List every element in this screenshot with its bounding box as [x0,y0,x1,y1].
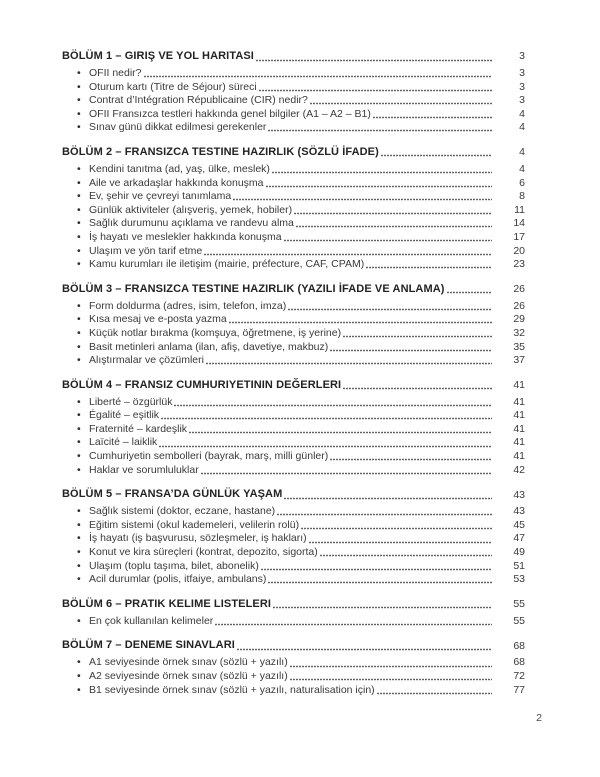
toc-item-label: Basit metinleri anlama (ilan, afiş, davetiye, makbuz) [89,340,329,353]
toc-page-number: 4 [519,107,525,120]
toc-item-row[interactable] [62,436,525,450]
toc-page-number: 14 [513,217,525,230]
bullet-icon: • [77,559,81,572]
toc-item-row[interactable] [62,313,525,327]
bullet-icon: • [77,244,81,257]
toc-item-label: Kamu kurumları ile iletişim (mairie, préfecture, CAF, CPAM) [89,258,365,271]
dotted-leader [284,497,492,500]
dotted-leader [288,308,492,311]
bullet-icon: • [77,230,81,243]
toc-item-label: Kendini tanıtma (ad, yaş, ülke, meslek) [89,162,270,175]
dotted-leader [201,472,492,475]
toc-page-number: 26 [513,283,525,296]
toc-section-title: BÖLÜM 1 – GIRIŞ VE YOL HARITASI [62,50,254,62]
toc-item-label: Ulaşım ve yön tarif etme [89,244,203,257]
toc-page-number: 3 [519,94,525,107]
toc-section-title-row[interactable] [62,597,525,612]
dotted-leader [189,431,492,434]
toc-page-number: 3 [519,50,525,63]
toc-item-row[interactable] [62,396,525,410]
toc-section-title: BÖLÜM 3 – FRANSIZCA TESTINE HAZIRLIK (YAZILI İFADE VE ANLAMA) [62,282,445,295]
bullet-icon: • [77,67,81,79]
dotted-leader [373,116,492,119]
toc-item-row[interactable] [62,573,525,587]
bullet-icon: • [77,94,81,107]
toc-page-number: 55 [513,598,525,611]
toc-item-row[interactable] [62,354,525,368]
toc-item-row[interactable] [62,163,525,177]
bullet-icon: • [77,436,81,449]
toc-item-label: Cumhuriyetin sembolleri (bayrak, marş, milli günler) [89,450,329,463]
toc-page-number: 43 [513,488,525,501]
toc-item-row[interactable] [62,423,525,437]
toc-section-title: BÖLÜM 4 – FRANSIZ CUMHURIYETININ DEĞERLERI [62,378,342,391]
dotted-leader [310,102,492,105]
dotted-leader [268,581,492,584]
bullet-icon: • [77,190,81,203]
toc-item-row[interactable] [62,108,525,122]
toc-page-number: 68 [513,656,525,669]
dotted-leader [233,198,492,201]
toc-item-row[interactable] [62,81,525,95]
toc-section [62,597,525,629]
toc-item-label: Ulaşım (toplu taşıma, bilet, abonelik) [89,559,259,572]
dotted-leader [237,648,492,651]
dotted-leader [296,225,492,228]
toc-item-label: İş hayatı (iş başvurusu, sözleşmeler, iş hakları) [89,532,307,545]
toc-section-title-row[interactable] [62,487,525,502]
toc-page-number: 45 [513,518,525,531]
toc-section-title: BÖLÜM 5 – FRANSA’DA GÜNLÜK YAŞAM [62,488,283,501]
dotted-leader [159,445,492,448]
bullet-icon: • [77,463,81,476]
toc-page-number: 32 [513,326,525,339]
dotted-leader [229,321,492,324]
dotted-leader [309,541,492,544]
toc-page-number: 47 [513,532,525,545]
toc-item-label: Alıştırmalar ve çözümleri [89,354,204,367]
bullet-icon: • [77,203,81,216]
toc-section [62,487,525,587]
toc-item-row[interactable] [62,204,525,218]
dotted-leader [161,417,492,420]
bullet-icon: • [77,107,81,120]
bullet-icon: • [77,217,81,230]
bullet-icon: • [77,299,81,312]
toc-item-label: Contrat d’Intégration Républicaine (CIR) nedir? [89,94,308,107]
toc-item-row[interactable] [62,300,525,314]
bullet-icon: • [77,121,81,134]
toc-item-row[interactable] [62,684,525,698]
toc-page-number: 29 [513,313,525,326]
dotted-leader [377,692,492,695]
dotted-leader [277,513,492,516]
toc-item-row[interactable] [62,670,525,684]
toc-page-number: 35 [513,340,525,353]
toc-page-number: 42 [513,463,525,476]
toc-item-row[interactable] [62,67,525,81]
table-of-contents [62,49,525,697]
toc-item-label: Sağlık durumunu açıklama ve randevu alma [89,217,294,230]
toc-item-row[interactable] [62,94,525,108]
dotted-leader [273,606,492,609]
dotted-leader [447,291,492,294]
bullet-icon: • [77,614,81,627]
dotted-leader [330,349,492,352]
toc-page-number: 41 [513,436,525,449]
toc-item-label: En çok kullanılan kelimeler [89,614,214,627]
toc-page-number: 6 [519,176,525,189]
dotted-leader [290,665,492,668]
bullet-icon: • [77,422,81,435]
bullet-icon: • [77,258,81,271]
toc-item-label: Laïcité – laiklik [89,436,158,449]
bullet-icon: • [77,162,81,175]
bullet-icon: • [77,573,81,586]
dotted-leader [268,129,492,132]
toc-section-title: BÖLÜM 7 – DENEME SINAVLARI [62,639,235,652]
toc-item-label: Sağlık sistemi (doktor, eczane, hastane) [89,505,276,518]
toc-item-row[interactable] [62,121,525,135]
dotted-leader [215,623,492,626]
toc-item-row[interactable] [62,450,525,464]
dotted-leader [204,253,492,256]
toc-item-row[interactable] [62,177,525,191]
dotted-leader [294,212,492,215]
toc-section-title-row[interactable] [62,145,525,160]
toc-item-row[interactable] [62,409,525,423]
dotted-leader [301,527,492,530]
toc-page-number: 49 [513,546,525,559]
dotted-leader [144,75,492,78]
dotted-leader [259,89,492,92]
toc-item-label: OFII nedir? [89,67,142,79]
bullet-icon: • [77,546,81,559]
toc-item-label: Oturum kartı (Titre de Séjour) süreci [89,80,257,93]
bullet-icon: • [77,176,81,189]
toc-page-number: 68 [513,639,525,652]
toc-section-title-row[interactable] [62,282,525,297]
toc-section-title-row[interactable] [62,378,525,393]
toc-item-label: Fraternité – kardeşlik [89,422,188,435]
toc-item-label: Kısa mesaj ve e-posta yazma [89,313,227,326]
toc-item-row[interactable] [62,258,525,272]
dotted-leader [261,568,492,571]
bullet-icon: • [77,409,81,422]
toc-page-number: 20 [513,244,525,257]
toc-item-label: Égalité – eşitlik [89,409,160,422]
toc-section [62,638,525,697]
toc-page-number: 11 [514,203,525,216]
toc-item-row[interactable] [62,217,525,231]
toc-item-label: İş hayatı ve meslekler hakkında konuşma [89,230,282,243]
toc-page-number: 17 [513,230,525,243]
toc-section [62,282,525,368]
dotted-leader [381,154,492,157]
toc-page-number: 41 [513,379,525,392]
bullet-icon: • [77,80,81,93]
toc-item-label: A1 seviyesinde örnek sınav (sözlü + yazılı) [89,656,288,669]
toc-page-number: 23 [513,258,525,271]
toc-section [62,145,525,272]
toc-section-title: BÖLÜM 2 – FRANSIZCA TESTINE HAZIRLIK (SÖZLÜ İFADE) [62,145,379,158]
toc-page-number: 72 [513,670,525,682]
toc-item-row[interactable] [62,560,525,574]
toc-item-row[interactable] [62,519,525,533]
toc-page-number: 4 [519,121,525,134]
toc-item-row[interactable] [62,532,525,546]
toc-page-number: 37 [513,354,525,367]
toc-item-label: Günlük aktiviteler (alışveriş, yemek, hobiler) [89,203,293,216]
bullet-icon: • [77,313,81,326]
toc-page-number: 41 [513,422,525,435]
dotted-leader [343,387,492,390]
toc-item-row[interactable] [62,341,525,355]
toc-item-row[interactable] [62,546,525,560]
toc-item-row[interactable] [62,464,525,478]
dotted-leader [366,266,492,269]
toc-page-number: 8 [519,190,525,203]
toc-page-number: 3 [519,80,525,93]
dotted-leader [256,59,492,62]
toc-page-number: 55 [513,614,525,627]
toc-page-number: 3 [519,67,525,79]
dotted-leader [206,362,492,365]
toc-section-title-row[interactable] [62,49,525,64]
toc-page-number: 51 [513,559,525,572]
bullet-icon: • [77,354,81,367]
toc-item-row[interactable] [62,656,525,670]
dotted-leader [266,185,492,188]
bullet-icon: • [77,532,81,545]
toc-page-number: 41 [513,450,525,463]
toc-page-number: 26 [513,299,525,312]
bullet-icon: • [77,326,81,339]
toc-item-label: Konut ve kira süreçleri (kontrat, depozito, sigorta) [89,546,318,559]
bullet-icon: • [77,395,81,408]
toc-item-row[interactable] [62,327,525,341]
toc-page-number: 4 [519,146,525,159]
toc-item-label: Küçük notlar bırakma (komşuya, öğretmene, iş yerine) [89,326,342,339]
dotted-leader [290,678,492,681]
toc-section-title: BÖLÜM 6 – PRATIK KELIME LISTELERI [62,597,272,610]
toc-page-number: 53 [513,573,525,586]
dotted-leader [343,335,492,338]
footer-page-number: 2 [536,712,542,724]
toc-item-label: Form doldurma (adres, isim, telefon, imza) [89,299,287,312]
toc-page-number: 41 [513,395,525,408]
bullet-icon: • [77,683,81,696]
toc-page-number: 77 [513,683,525,696]
toc-item-label: Ev, şehir ve çevreyi tanımlama [89,190,232,203]
bullet-icon: • [77,450,81,463]
toc-item-label: Eğitim sistemi (okul kademeleri, velilerin rolü) [89,518,300,531]
dotted-leader [330,458,492,461]
dotted-leader [284,239,492,242]
toc-section-title-row[interactable] [62,638,525,653]
bullet-icon: • [77,670,81,682]
toc-section [62,378,525,478]
dotted-leader [272,171,492,174]
bullet-icon: • [77,340,81,353]
toc-item-label: OFII Fransızca testleri hakkında genel bilgiler (A1 – A2 – B1) [89,107,371,120]
toc-page-number: 43 [513,505,525,518]
toc-item-row[interactable] [62,245,525,259]
toc-section [62,49,525,135]
toc-item-label: Acil durumlar (polis, itfaiye, ambulans) [89,573,267,586]
toc-item-label: Liberté – özgürlük [89,395,173,408]
toc-item-label: Aile ve arkadaşlar hakkında konuşma [89,176,264,189]
toc-item-label: B1 seviyesinde örnek sınav (sözlü + yazılı, naturalisation için) [89,683,375,696]
toc-item-row[interactable] [62,615,525,629]
toc-page-number: 4 [519,162,525,175]
toc-page-number: 41 [513,409,525,422]
toc-item-row[interactable] [62,231,525,245]
toc-item-row[interactable] [62,505,525,519]
bullet-icon: • [77,505,81,518]
toc-item-label: Sınav günü dikkat edilmesi gerekenler [89,121,267,134]
bullet-icon: • [77,518,81,531]
bullet-icon: • [77,656,81,669]
toc-item-label: Haklar ve sorumluluklar [89,463,199,476]
toc-item-label: A2 seviyesinde örnek sınav (sözlü + yazılı) [89,670,288,682]
toc-item-row[interactable] [62,190,525,204]
dotted-leader [320,554,492,557]
dotted-leader [174,404,492,407]
